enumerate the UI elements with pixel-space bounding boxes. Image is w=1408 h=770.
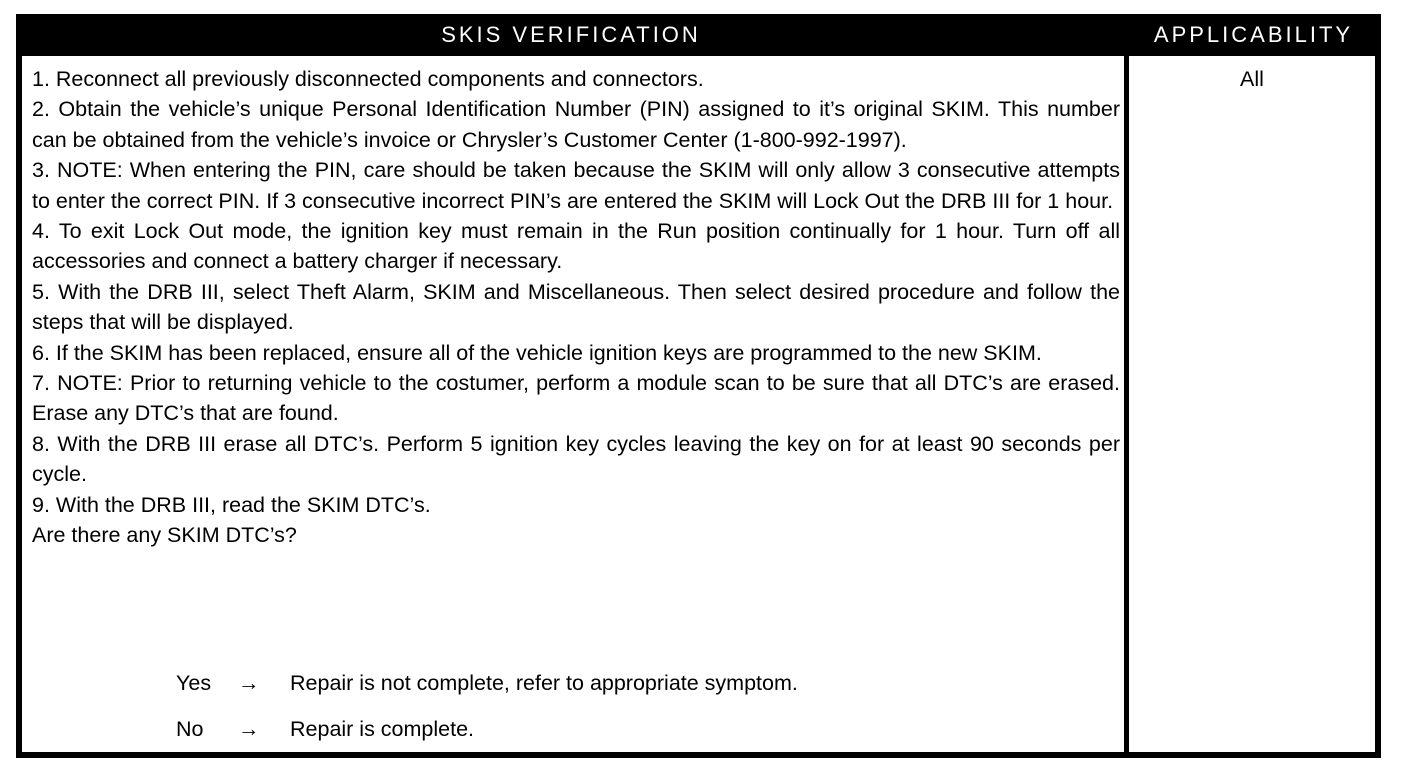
step-4: 4. To exit Lock Out mode, the ignition key must remain in the Run position continually for 1 hour. Turn off all accessories and connect a battery charger if necessary.	[32, 219, 1120, 274]
step-9: 9. With the DRB III, read the SKIM DTC’s.	[32, 492, 431, 517]
applicability-cell	[1129, 56, 1375, 752]
question: Are there any SKIM DTC’s?	[32, 523, 297, 548]
step-7: 7. NOTE: Prior to returning vehicle to the costumer, perform a module scan to be sure that all DTC’s are erased. Erase any DTC’s that are found.	[32, 371, 1120, 426]
answer-yes	[176, 660, 798, 706]
answer-yes-text: Repair is not complete, refer to appropriate symptom.	[290, 671, 798, 695]
answer-no-text: Repair is complete.	[290, 717, 475, 741]
step-3: 3. NOTE: When entering the PIN, care should be taken because the SKIM will only allow 3 consecutive attempts to enter the correct PIN. If 3 consecutive incorrect PIN’s are entered the SKIM will Lock Out the DRB III for 1 hour.	[32, 158, 1120, 213]
applicability-header: APPLICABILITY	[1153, 22, 1354, 47]
procedure-header: SKIS VERIFICATION	[441, 22, 701, 47]
arrow-right-icon: →	[238, 671, 260, 695]
answer-yes-label: Yes	[176, 671, 212, 695]
procedure-cell	[22, 56, 1124, 752]
skis-verification-table	[16, 14, 1381, 758]
answer-no	[176, 706, 798, 752]
step-2: 2. Obtain the vehicle’s unique Personal Identification Number (PIN) assigned to it’s original SKIM. This number can be obtained from the vehicle’s invoice or Chrysler’s Customer Center (1-800-992-1997).	[32, 97, 1120, 152]
applicability-value: All	[1240, 67, 1264, 91]
step-5: 5. With the DRB III, select Theft Alarm, SKIM and Miscellaneous. Then select desired procedure and follow the steps that will be displayed.	[32, 279, 1120, 335]
step-list	[32, 64, 1120, 551]
step-6: 6. If the SKIM has been replaced, ensure all of the vehicle ignition keys are programmed to the new SKIM.	[32, 340, 1042, 365]
answer-no-label: No	[176, 717, 204, 741]
step-8: 8. With the DRB III erase all DTC’s. Perform 5 ignition key cycles leaving the key on for at least 90 seconds per cycle.	[32, 431, 1120, 487]
arrow-right-icon: →	[238, 717, 260, 741]
step-1: 1. Reconnect all previously disconnected components and connectors.	[32, 67, 704, 91]
answer-list	[176, 660, 798, 752]
